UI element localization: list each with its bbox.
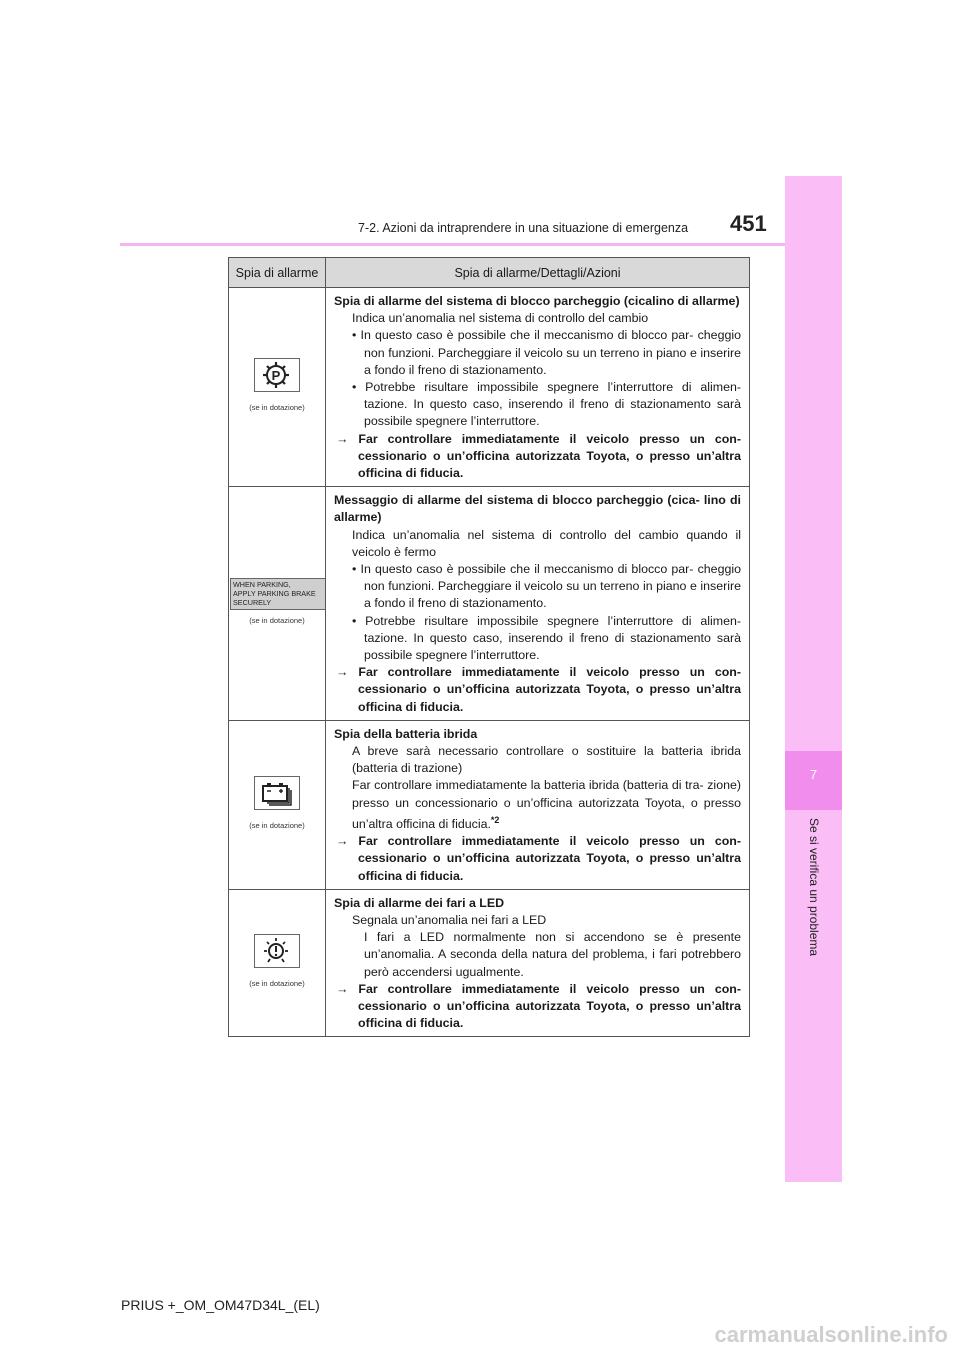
document-code: PRIUS +_OM_OM47D34L_(EL) bbox=[121, 1297, 320, 1313]
action-text: → Far controllare immediatamente il veicolo presso un con- cessionario o un’officina autorizzata Toyota, o presso un’altra officina di fiducia. bbox=[336, 834, 741, 883]
table-header-row bbox=[229, 258, 750, 288]
hybrid-battery-warning-icon bbox=[254, 776, 300, 810]
action-text: → Far controllare immediatamente il veicolo presso un con- cessionario o un’officina autorizzata Toyota, o presso un’altra officina di fiducia. bbox=[336, 981, 741, 1031]
warning-sub-description: I fari a LED normalmente non si accendono se è presente un’anomalia. A seconda della natura del problema, i fari potrebbero però accendersi ugualmente. bbox=[364, 930, 741, 979]
column-header-details: Spia di allarme/Dettagli/Azioni bbox=[326, 258, 750, 288]
bullet-item: • Potrebbe risultare impossibile spegnere l’interruttore di alimen- tazione. In questo caso, inserendo il freno di stazionamento sarà possibile spegnere l’interruttore. bbox=[352, 380, 741, 429]
availability-note: (se in dotazione) bbox=[249, 615, 305, 625]
warning-description: Indica un’anomalia nel sistema di controllo del cambio bbox=[352, 311, 649, 326]
details-cell bbox=[326, 889, 750, 1037]
table-row bbox=[229, 288, 750, 487]
chapter-label: Se si verifica un problema bbox=[807, 818, 821, 957]
details-cell bbox=[326, 288, 750, 487]
header-rule bbox=[120, 243, 785, 246]
warning-description: A breve sarà necessario controllare o sostituire la batteria ibrida (batteria di trazione) bbox=[352, 744, 741, 776]
details-cell bbox=[326, 720, 750, 889]
warning-title: Spia della batteria ibrida bbox=[334, 726, 478, 741]
led-headlight-warning-icon bbox=[254, 934, 300, 968]
action-text: → Far controllare immediatamente il veicolo presso un con- cessionario o un’officina autorizzata Toyota, o presso un’altra officina di fiducia. bbox=[336, 431, 741, 481]
action-text: → Far controllare immediatamente il veicolo presso un con- cessionario o un’officina autorizzata Toyota, o presso un’altra officina di fiducia. bbox=[336, 665, 741, 714]
warning-description: Segnala un’anomalia nei fari a LED bbox=[352, 913, 547, 928]
icon-cell bbox=[229, 487, 326, 721]
description-text: Far controllare immediatamente la batteria ibrida (batteria di tra- zione) presso un concessionario o un’officina autorizzata Toyota, o presso un’altra officina di fiducia. bbox=[352, 778, 741, 832]
availability-note: (se in dotazione) bbox=[249, 403, 305, 413]
bullet-item: • In questo caso è possibile che il meccanismo di blocco par- cheggio non funzioni. Parcheggiare il veicolo su un terreno in piano e inserire a fondo il freno di stazionamento. bbox=[352, 328, 741, 377]
availability-note: (se in dotazione) bbox=[249, 979, 305, 989]
warning-description bbox=[334, 777, 741, 833]
warning-description: Indica un’anomalia nel sistema di controllo del cambio quando il veicolo è fermo bbox=[352, 527, 741, 559]
warning-title: Spia di allarme dei fari a LED bbox=[334, 895, 505, 910]
page-number: 451 bbox=[730, 211, 767, 236]
table-row bbox=[229, 487, 750, 721]
table-row bbox=[229, 720, 750, 889]
icon-cell bbox=[229, 720, 326, 889]
parking-lock-warning-icon bbox=[254, 358, 300, 392]
chapter-number-tab: 7 bbox=[785, 751, 842, 810]
warning-title: Spia di allarme del sistema di blocco parcheggio (cicalino di allarme) bbox=[334, 294, 740, 308]
availability-note: (se in dotazione) bbox=[249, 820, 305, 830]
warning-lights-table bbox=[228, 257, 750, 1037]
bullet-item: • In questo caso è possibile che il meccanismo di blocco par- cheggio non funzioni. Parcheggiare il veicolo su un terreno in piano e inserire a fondo il freno di stazionamento. bbox=[352, 562, 741, 611]
svg-text:P: P bbox=[271, 367, 281, 383]
icon-cell bbox=[229, 889, 326, 1037]
footnote-marker: *2 bbox=[490, 814, 500, 825]
column-header-lamp: Spia di allarme bbox=[229, 258, 326, 288]
warning-title: Messaggio di allarme del sistema di blocco parcheggio (cica- lino di allarme) bbox=[334, 493, 741, 525]
bullet-item: • Potrebbe risultare impossibile spegnere l’interruttore di alimen- tazione. In questo caso, inserendo il freno di stazionamento sarà possibile spegnere l’interruttore. bbox=[352, 613, 741, 663]
parking-brake-message-display bbox=[230, 578, 326, 610]
message-line: APPLY PARKING BRAKE bbox=[233, 588, 316, 598]
icon-cell bbox=[229, 288, 326, 487]
message-line: WHEN PARKING, bbox=[233, 579, 291, 589]
side-tab bbox=[785, 176, 842, 1182]
message-line: SECURELY bbox=[233, 597, 272, 607]
section-title: 7-2. Azioni da intraprendere in una situazione di emergenza bbox=[358, 221, 689, 235]
table-row bbox=[229, 889, 750, 1037]
details-cell bbox=[326, 487, 750, 721]
watermark: carmanualsonline.info bbox=[714, 1322, 948, 1347]
